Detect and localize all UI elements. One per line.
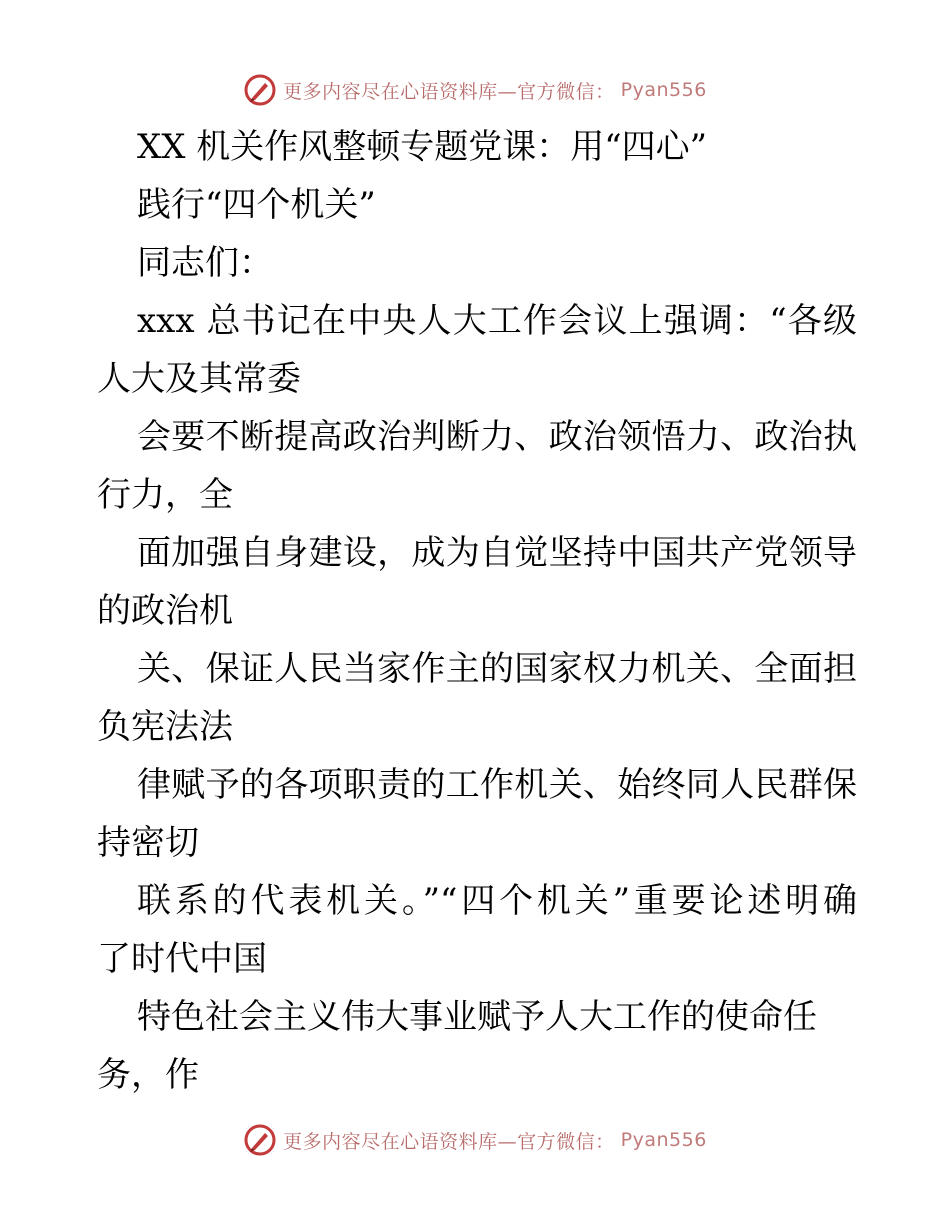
paragraph-line: 特色社会主义伟大事业赋予人大工作的使命任 — [137, 997, 817, 1037]
paragraph-line: 的政治机 — [97, 591, 233, 631]
paragraph-line: 联系的代表机关。”“四个机关”重要论述明确 — [137, 881, 857, 921]
watermark-wechat-id: Pyan556 — [620, 79, 707, 101]
header-watermark — [0, 70, 950, 110]
watermark-wechat-id: Pyan556 — [620, 1129, 707, 1151]
paragraph-line: 务，作 — [97, 1055, 199, 1095]
paragraph-line: 行力，全 — [97, 475, 233, 515]
paragraph-line: 人大及其常委 — [97, 359, 301, 399]
salutation: 同志们： — [137, 243, 273, 283]
paragraph-line: xxx 总书记在中央人大工作会议上强调：“各级 — [137, 301, 857, 341]
paragraph-line: 律赋予的各项职责的工作机关、始终同人民群保 — [137, 765, 857, 805]
paragraph-line: 会要不断提高政治判断力、政治领悟力、政治执 — [137, 417, 857, 457]
watermark-text: 更多内容尽在心语资料库—官方微信： — [283, 1130, 615, 1153]
title-line-2: 践行“四个机关” — [137, 185, 376, 225]
watermark-text: 更多内容尽在心语资料库—官方微信： — [283, 80, 615, 103]
paragraph-line: 面加强自身建设，成为自觉坚持中国共产党领导 — [137, 533, 857, 573]
paragraph-line: 持密切 — [97, 823, 199, 863]
footer-watermark — [0, 1120, 950, 1160]
paragraph-line: 了时代中国 — [97, 939, 267, 979]
document-body — [97, 118, 857, 1104]
title-line-1: XX 机关作风整顿专题党课：用“四心” — [137, 127, 707, 167]
paragraph-line: 关、保证人民当家作主的国家权力机关、全面担 — [137, 649, 857, 689]
paragraph-line: 负宪法法 — [97, 707, 233, 747]
pen-logo-icon — [243, 1123, 277, 1157]
pen-logo-icon — [243, 73, 277, 107]
